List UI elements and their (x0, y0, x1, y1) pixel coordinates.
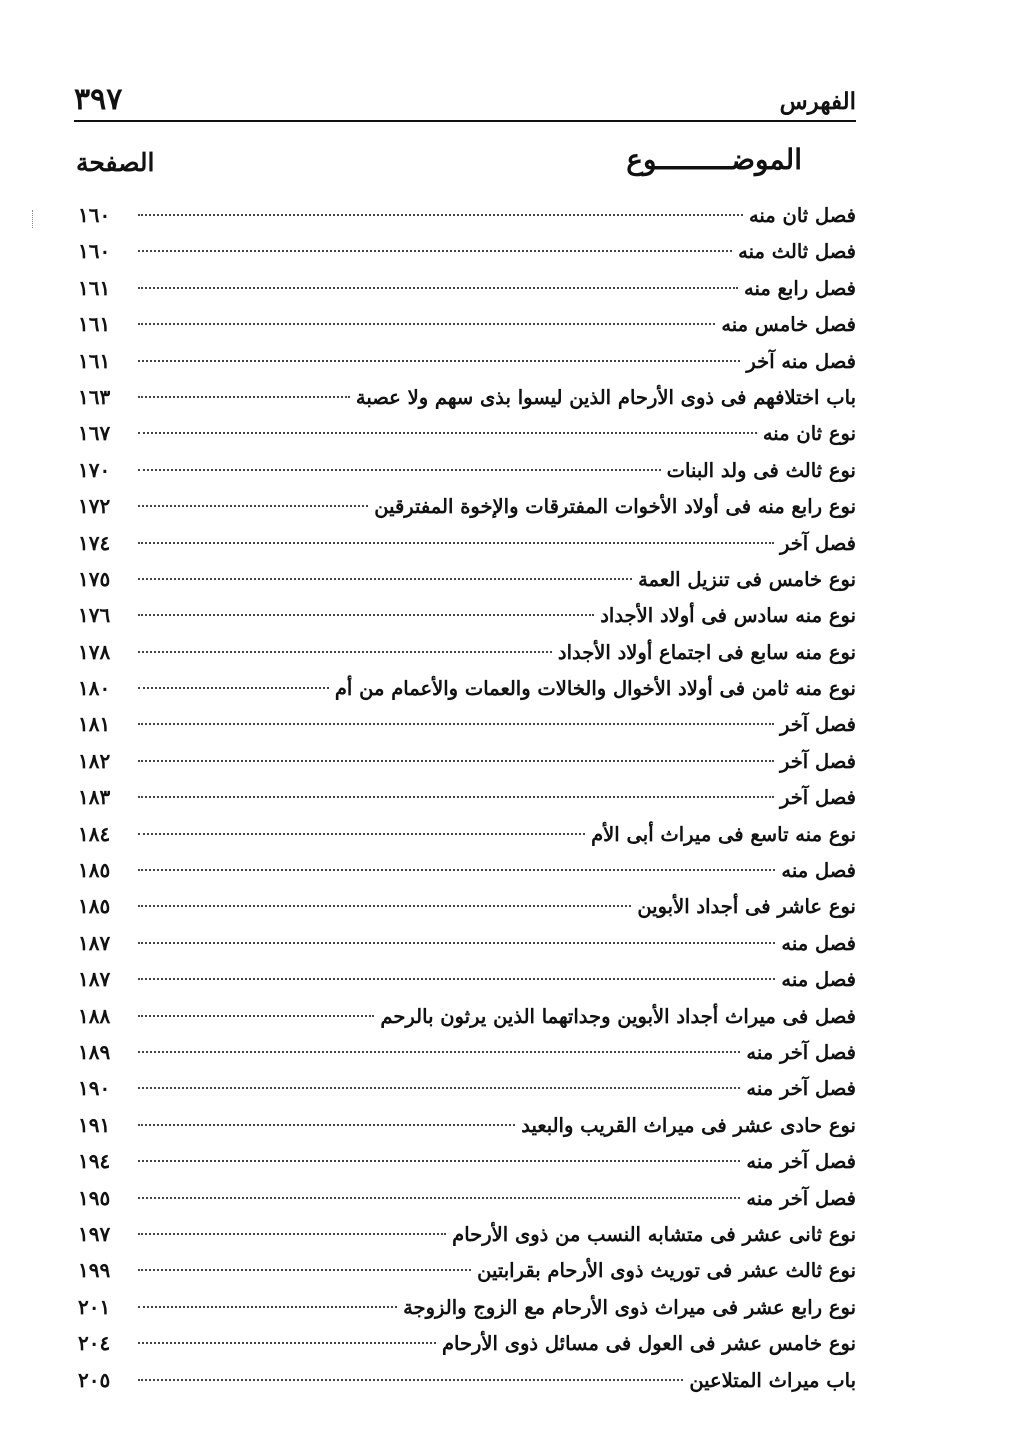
toc-entry-page: ١٩٧ (78, 1221, 111, 1246)
toc-entry-title: نوع منه سادس فى أولاد الأجداد (600, 604, 856, 628)
toc-entry-title: فصل فى ميراث أجداد الأبوين وجداتهما الذين يرثون بالرحم (380, 1004, 856, 1028)
dot-leader (138, 1160, 740, 1162)
toc-entry-page: ١٩٩ (78, 1258, 111, 1283)
dot-leader (138, 796, 774, 798)
toc-entry (78, 816, 856, 852)
column-heading-topic: الموضـــــــــوع (626, 143, 802, 176)
toc-entry-title: فصل منه (781, 931, 856, 955)
dot-leader (138, 905, 631, 907)
dot-leader (138, 1342, 436, 1344)
dot-leader (138, 1015, 374, 1017)
toc-entry-page: ١٨٩ (78, 1039, 111, 1064)
toc-entry-title: فصل آخر منه (746, 1040, 856, 1064)
toc-entry-page: ١٩٠ (78, 1076, 111, 1101)
table-of-contents (78, 197, 856, 1398)
dot-leader (138, 723, 774, 725)
page-number: ٣٩٧ (74, 82, 123, 117)
dot-leader (138, 869, 775, 871)
toc-entry (78, 925, 856, 961)
toc-entry-title: فصل رابع منه (743, 276, 856, 300)
toc-entry-title: فصل آخر (779, 786, 856, 810)
column-heading-page: الصفحة (76, 148, 155, 177)
toc-entry-title: نوع منه سابع فى اجتماع أولاد الأجداد (557, 640, 856, 664)
dot-leader (138, 360, 740, 362)
toc-entry-title: فصل منه (781, 859, 856, 883)
toc-entry (78, 998, 856, 1034)
toc-entry (78, 961, 856, 997)
toc-entry (78, 706, 856, 742)
toc-entry-title: فصل آخر (779, 713, 856, 737)
toc-entry-page: ١٧٠ (78, 457, 111, 482)
toc-entry-page: ١٨٥ (78, 894, 111, 919)
toc-entry (78, 1180, 856, 1216)
dot-leader (138, 1379, 683, 1381)
toc-entry (78, 561, 856, 597)
toc-entry-page: ١٨٣ (78, 785, 111, 810)
toc-entry-title: فصل منه (781, 968, 856, 992)
toc-entry-title: نوع منه ثامن فى أولاد الأخوال والخالات والعمات والأعمام من أم (334, 677, 856, 701)
toc-entry-title: نوع عاشر فى أجداد الأبوين (637, 895, 856, 919)
toc-entry-page: ١٧٢ (78, 494, 111, 519)
toc-entry (78, 233, 856, 269)
toc-entry (78, 779, 856, 815)
toc-entry-title: نوع ثالث عشر فى توريث ذوى الأرحام بقرابتين (477, 1259, 856, 1283)
dot-leader (138, 833, 585, 835)
toc-entry-title: باب ميراث المتلاعين (689, 1368, 856, 1392)
toc-entry (78, 670, 856, 706)
toc-entry-page: ١٦٧ (78, 421, 111, 446)
toc-entry-page: ٢٠٥ (78, 1367, 111, 1392)
toc-entry-title: نوع ثان منه (762, 422, 856, 446)
dot-leader (138, 1269, 471, 1271)
dot-leader (138, 542, 774, 544)
toc-entry-title: نوع رابع منه فى أولاد الأخوات المفترقات والإخوة المفترقين (374, 495, 856, 519)
toc-entry (78, 852, 856, 888)
toc-entry-page: ١٨١ (78, 712, 111, 737)
dot-leader (138, 287, 738, 289)
toc-entry (78, 379, 856, 415)
toc-entry (78, 1216, 856, 1252)
toc-entry (78, 1362, 856, 1398)
toc-entry-title: نوع خامس فى تنزيل العمة (638, 567, 856, 591)
toc-entry (78, 415, 856, 451)
toc-entry-page: ١٦١ (78, 312, 111, 337)
toc-entry-title: نوع حادى عشر فى ميراث القريب والبعيد (521, 1113, 856, 1137)
dot-leader (138, 214, 743, 216)
dot-leader (138, 1197, 740, 1199)
toc-entry (78, 1034, 856, 1070)
toc-entry-title: فصل آخر منه (746, 1077, 856, 1101)
toc-entry-title: فصل ثان منه (748, 204, 856, 227)
toc-entry (78, 1070, 856, 1106)
toc-entry-page: ١٧٨ (78, 639, 111, 664)
toc-entry-page: ٢٠٤ (78, 1331, 111, 1356)
dot-leader (138, 687, 329, 689)
dot-leader (138, 250, 732, 252)
toc-entry-title: نوع خامس عشر فى العول فى مسائل ذوى الأرحام (441, 1332, 856, 1356)
dot-leader (138, 1306, 397, 1308)
toc-entry (78, 343, 856, 379)
toc-entry-page: ١٨٠ (78, 676, 111, 701)
toc-entry-page: ١٦٠ (78, 239, 111, 264)
toc-entry (78, 1252, 856, 1288)
toc-entry-page: ١٨٧ (78, 967, 111, 992)
toc-entry-page: ١٨٥ (78, 858, 111, 883)
toc-entry (78, 270, 856, 306)
toc-entry-page: ١٦١ (78, 275, 111, 300)
toc-entry-page: ١٦٠ (78, 203, 111, 227)
dot-leader (138, 432, 757, 434)
toc-entry-page: ١٨٨ (78, 1003, 111, 1028)
dot-leader (138, 1233, 446, 1235)
toc-entry (78, 452, 856, 488)
dot-leader (138, 578, 632, 580)
toc-entry-title: فصل ثالث منه (738, 240, 856, 264)
toc-entry (78, 634, 856, 670)
toc-entry-page: ١٧٤ (78, 530, 111, 555)
toc-entry-title: نوع ثانى عشر فى متشابه النسب من ذوى الأرحام (452, 1222, 856, 1246)
toc-entry (78, 1143, 856, 1179)
toc-entry-page: ١٩٤ (78, 1149, 111, 1174)
dot-leader (138, 505, 368, 507)
dot-leader (138, 614, 594, 616)
toc-entry-page: ١٨٧ (78, 930, 111, 955)
margin-mark (32, 210, 35, 228)
toc-entry-page: ١٨٤ (78, 821, 111, 846)
toc-entry-title: فصل منه آخر (746, 349, 856, 373)
toc-entry (78, 743, 856, 779)
toc-entry (78, 306, 856, 342)
toc-entry-title: فصل آخر منه (746, 1186, 856, 1210)
running-header (74, 82, 856, 122)
toc-entry-title: نوع رابع عشر فى ميراث ذوى الأرحام مع الزوج والزوجة (403, 1295, 856, 1319)
running-title: الفهرس (779, 88, 856, 115)
toc-entry-title: فصل آخر (779, 749, 856, 773)
dot-leader (138, 1087, 740, 1089)
toc-entry (78, 1289, 856, 1325)
toc-entry-title: نوع منه تاسع فى ميراث أبى الأم (591, 822, 856, 846)
dot-leader (138, 760, 774, 762)
toc-entry-page: ١٦١ (78, 348, 111, 373)
toc-entry (78, 488, 856, 524)
toc-entry-title: باب اختلافهم فى ذوى الأرحام الذين ليسوا بذى سهم ولا عصبة (355, 385, 856, 409)
toc-entry-page: ١٨٢ (78, 748, 111, 773)
toc-entry-title: فصل آخر (779, 531, 856, 555)
toc-entry-page: ١٩١ (78, 1112, 111, 1137)
toc-entry-page: ١٦٣ (78, 384, 111, 409)
toc-entry-title: فصل خامس منه (721, 313, 856, 337)
toc-entry (78, 525, 856, 561)
dot-leader (138, 323, 715, 325)
toc-entry (78, 888, 856, 924)
toc-entry-page: ١٧٥ (78, 566, 111, 591)
dot-leader (138, 1124, 515, 1126)
toc-entry (78, 1325, 856, 1361)
toc-entry-title: نوع ثالث فى ولد البنات (666, 458, 856, 482)
toc-entry-page: ١٩٥ (78, 1185, 111, 1210)
header-rule (74, 120, 856, 122)
toc-entry-page: ١٧٦ (78, 603, 111, 628)
dot-leader (138, 469, 661, 471)
toc-entry-page: ٢٠١ (78, 1294, 111, 1319)
toc-entry (78, 597, 856, 633)
toc-entry (78, 1107, 856, 1143)
dot-leader (138, 978, 775, 980)
dot-leader (138, 942, 775, 944)
toc-entry (78, 197, 856, 233)
dot-leader (138, 1051, 740, 1053)
dot-leader (138, 396, 350, 398)
toc-entry-title: فصل آخر منه (746, 1150, 856, 1174)
dot-leader (138, 651, 552, 653)
